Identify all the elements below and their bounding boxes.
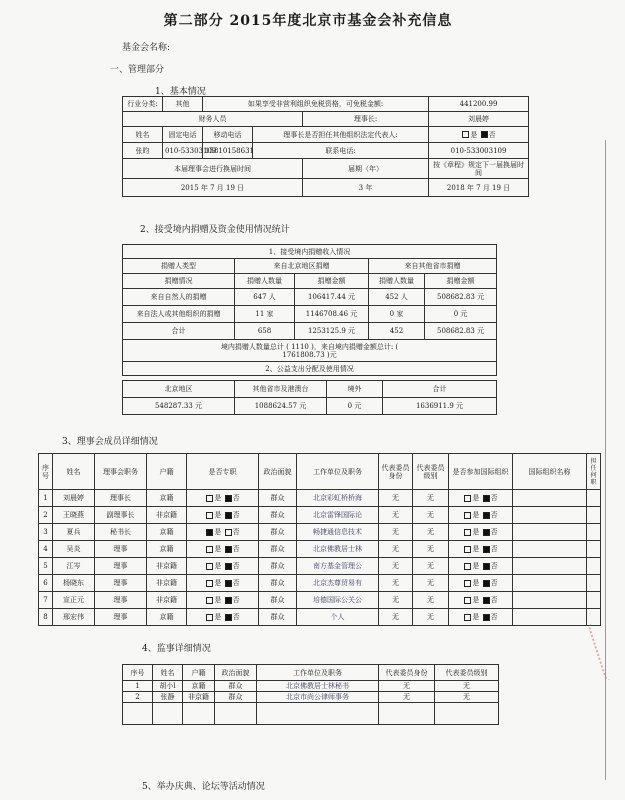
cell-fulltime xyxy=(187,575,259,592)
finance-phone: 010-53303109 xyxy=(163,143,203,159)
cell-work: 北京市尚公律师事务 xyxy=(257,692,379,703)
col-intl-name: 国际组织名称 xyxy=(513,454,587,490)
col-party: 政治面貌 xyxy=(259,454,297,490)
from-other: 来自其他省市捐赠 xyxy=(369,259,497,274)
col-no: 序号 xyxy=(123,665,153,681)
cell-intl-name xyxy=(513,524,587,541)
cell-huji: 京籍 xyxy=(147,490,187,507)
col-rep: 代表委员身份 xyxy=(379,454,413,490)
cell-intl-role xyxy=(587,490,601,507)
checkbox-no[interactable] xyxy=(483,512,490,519)
cell-no: 4 xyxy=(39,541,53,558)
checkbox-no[interactable] xyxy=(483,580,490,587)
cell-rep: 无 xyxy=(379,524,413,541)
cell-name: 张静 xyxy=(153,692,183,703)
cell-name: 江岑 xyxy=(53,558,95,575)
cell-fulltime xyxy=(187,490,259,507)
table-row xyxy=(123,692,499,703)
cell-party: 群众 xyxy=(259,507,297,524)
use-col-abroad: 境外 xyxy=(327,381,383,398)
checkbox-no[interactable] xyxy=(483,597,490,604)
cell-rep: 无 xyxy=(379,609,413,626)
yes-label: 是 xyxy=(214,511,222,519)
row-label: 来自自然人的捐赠 xyxy=(123,289,235,306)
checkbox-no[interactable] xyxy=(225,614,232,621)
cell-fulltime xyxy=(187,541,259,558)
cell-intl-name xyxy=(513,490,587,507)
cell-rep: 无 xyxy=(379,507,413,524)
table-row xyxy=(39,490,601,507)
cell-name: 胡小l xyxy=(153,681,183,692)
contact-value: 010-533003109 xyxy=(429,143,529,159)
table-row xyxy=(39,507,601,524)
count-label-2: 捐赠人数量 xyxy=(369,274,425,289)
count-label-1: 捐赠人数量 xyxy=(235,274,295,289)
cell: 11 家 xyxy=(235,306,295,323)
yes-label: 是 xyxy=(472,613,480,621)
no-label: 否 xyxy=(490,545,498,553)
cell-work: 北京佛教居士林 xyxy=(297,541,379,558)
cell-name: 夏兵 xyxy=(53,524,95,541)
cell-name: 吴炎 xyxy=(53,541,95,558)
subsection-supervisors: 4、监事详细情况 xyxy=(142,644,211,654)
subsection-donations: 2、接受境内捐赠及资金使用情况统计 xyxy=(140,225,290,235)
industry-value: 其他 xyxy=(163,97,203,112)
cell-intl xyxy=(449,592,513,609)
cell-intl xyxy=(449,541,513,558)
checkbox-yes[interactable] xyxy=(464,580,471,587)
no-label: 否 xyxy=(490,494,498,502)
cell-intl-role xyxy=(587,541,601,558)
cell-party: 群众 xyxy=(259,575,297,592)
cell-rep: 无 xyxy=(379,681,435,692)
cell-no: 7 xyxy=(39,592,53,609)
checkbox-no[interactable] xyxy=(225,597,232,604)
cell-work: 北京雷锋国际论 xyxy=(297,507,379,524)
cell-intl-name xyxy=(513,592,587,609)
checkbox-no[interactable] xyxy=(225,512,232,519)
checkbox-yes[interactable] xyxy=(206,529,213,536)
cell-party: 群众 xyxy=(259,558,297,575)
cell-intl xyxy=(449,575,513,592)
no-label: 否 xyxy=(490,528,498,536)
subsection-basic: 1、基本情况 xyxy=(155,87,206,97)
basic-info-table xyxy=(122,96,529,197)
checkbox-yes[interactable] xyxy=(464,529,471,536)
yes-label: 是 xyxy=(472,528,480,536)
cell-work: 培德国际公关公 xyxy=(297,592,379,609)
cell-party: 群众 xyxy=(215,692,257,703)
row-label: 来自法人或其他组织的捐赠 xyxy=(123,306,235,323)
cell-huji: 京籍 xyxy=(147,609,187,626)
donation-row xyxy=(123,289,497,306)
cell-intl xyxy=(449,524,513,541)
page-title: 第二部分 2015年度北京市基金会补充信息 xyxy=(163,13,453,29)
cell: 1146708.46 元 xyxy=(295,306,369,323)
cell-no: 1 xyxy=(39,490,53,507)
yes-label: 是 xyxy=(214,579,222,587)
section-management: 一、管理部分 xyxy=(110,65,165,75)
cell-party: 群众 xyxy=(215,681,257,692)
no-label: 否 xyxy=(490,613,498,621)
yes-label: 是 xyxy=(472,562,480,570)
table-row xyxy=(39,592,601,609)
cell-role: 秘书长 xyxy=(95,524,147,541)
cell-huji: 非京籍 xyxy=(147,558,187,575)
cell-role: 理事 xyxy=(95,609,147,626)
checkbox-no[interactable] xyxy=(483,614,490,621)
checkbox-yes[interactable] xyxy=(206,495,213,502)
cell-rep: 无 xyxy=(379,541,413,558)
yes-label: 是 xyxy=(214,613,222,621)
no-label: 否 xyxy=(232,579,240,587)
donation-total-line xyxy=(123,340,497,362)
red-stamp-mark xyxy=(587,618,625,681)
cell: 508682.83 元 xyxy=(425,289,497,306)
cell-level: 无 xyxy=(413,541,449,558)
checkbox-yes[interactable] xyxy=(462,131,469,138)
cell-name: 邢宏伟 xyxy=(53,609,95,626)
next-term-label: 按《章程》规定下一届换届时间 xyxy=(429,159,529,179)
term-date: 2015 年 7 月 19 日 xyxy=(123,179,303,197)
col-level: 代表委员级别 xyxy=(413,454,449,490)
use-col-total: 合计 xyxy=(383,381,497,398)
col-name: 姓名 xyxy=(53,454,95,490)
cell-fulltime xyxy=(187,592,259,609)
table-row xyxy=(39,541,601,558)
cell: 1253125.9 元 xyxy=(295,323,369,340)
no-label: 否 xyxy=(490,579,498,587)
use-val-abroad: 0 元 xyxy=(327,398,383,415)
cell: 106417.44 元 xyxy=(295,289,369,306)
col-intl-role: 担任何职 xyxy=(587,454,601,490)
tax-value: 441200.99 xyxy=(429,97,529,112)
cell-name: 杨晓东 xyxy=(53,575,95,592)
cell-intl xyxy=(449,507,513,524)
yes-label: 是 xyxy=(214,545,222,553)
board-header xyxy=(39,454,601,490)
cell-work: 北京彩虹桥桥海 xyxy=(297,490,379,507)
table-row xyxy=(39,575,601,592)
cell-name: 王晓燕 xyxy=(53,507,95,524)
col-role: 理事会职务 xyxy=(95,454,147,490)
cell: 647 人 xyxy=(235,289,295,306)
no-label: 否 xyxy=(490,562,498,570)
cell-huji: 京籍 xyxy=(147,541,187,558)
donation-row xyxy=(123,323,497,340)
table-row xyxy=(39,558,601,575)
cell-role: 理事 xyxy=(95,592,147,609)
legal-rep-label: 理事长是否担任其他组织法定代表人: xyxy=(253,127,429,143)
phone-label: 固定电话 xyxy=(163,127,203,143)
next-term-date: 2018 年 7 月 19 日 xyxy=(429,179,529,197)
cell: 452 人 xyxy=(369,289,425,306)
cell-no: 3 xyxy=(39,524,53,541)
cell-work: 北京佛教居士林秘书 xyxy=(257,681,379,692)
chairman-value: 刘晨婷 xyxy=(429,112,529,127)
yes-label: 是 xyxy=(214,562,222,570)
subsection-board: 3、理事会成员详细情况 xyxy=(62,437,158,447)
no-label: 否 xyxy=(232,528,240,536)
cell-no: 5 xyxy=(39,558,53,575)
cell-huji: 非京籍 xyxy=(147,507,187,524)
cell-rep: 无 xyxy=(379,592,413,609)
cell-level: 无 xyxy=(435,692,499,703)
cell-level: 无 xyxy=(413,575,449,592)
cell: 452 xyxy=(369,323,425,340)
yes-label: 是 xyxy=(214,596,222,604)
cell-huji: 非京籍 xyxy=(147,575,187,592)
checkbox-no[interactable] xyxy=(483,546,490,553)
cell-huji: 京籍 xyxy=(183,681,215,692)
amount-label-2: 捐赠金额 xyxy=(425,274,497,289)
checkbox-yes[interactable] xyxy=(464,563,471,570)
use-col-beijing: 北京地区 xyxy=(123,381,235,398)
use-val-beijing: 548287.33 元 xyxy=(123,398,235,415)
cell-party: 群众 xyxy=(259,541,297,558)
cell-level: 无 xyxy=(413,558,449,575)
cell: 0 元 xyxy=(425,306,497,323)
cell-fulltime xyxy=(187,558,259,575)
checkbox-no[interactable] xyxy=(481,131,488,138)
donor-type: 捐赠人类型 xyxy=(123,259,235,274)
term-length-label: 届期（年） xyxy=(303,159,429,179)
cell-fulltime xyxy=(187,507,259,524)
cell-intl-name xyxy=(513,507,587,524)
cell: 658 xyxy=(235,323,295,340)
table-row xyxy=(39,609,601,626)
yes-label: 是 xyxy=(472,579,480,587)
cell-level: 无 xyxy=(413,592,449,609)
cell-party: 群众 xyxy=(259,490,297,507)
tax-label: 如果享受非营利组织免税资格，可免税金额: xyxy=(203,97,429,112)
cell-no: 8 xyxy=(39,609,53,626)
cell-level: 无 xyxy=(413,490,449,507)
cell-rep: 无 xyxy=(379,558,413,575)
mobile-label: 移动电话 xyxy=(203,127,253,143)
donation-row xyxy=(123,306,497,323)
donation-status: 捐赠情况 xyxy=(123,274,235,289)
row-label: 合计 xyxy=(123,323,235,340)
cell-work: 南方基金管理公 xyxy=(297,558,379,575)
checkbox-yes[interactable] xyxy=(464,546,471,553)
cell-intl-role xyxy=(587,524,601,541)
checkbox-yes[interactable] xyxy=(206,614,213,621)
cell-huji: 非京籍 xyxy=(147,592,187,609)
checkbox-no[interactable] xyxy=(483,495,490,502)
checkbox-no[interactable] xyxy=(483,563,490,570)
checkbox-no[interactable] xyxy=(225,563,232,570)
checkbox-yes[interactable] xyxy=(464,495,471,502)
yes-label: 是 xyxy=(214,494,222,502)
cell-intl-name xyxy=(513,541,587,558)
page-edge-line xyxy=(605,140,606,780)
cell-rep: 无 xyxy=(379,490,413,507)
yes-label: 是 xyxy=(472,511,480,519)
board-table xyxy=(38,453,601,626)
cell-intl xyxy=(449,558,513,575)
cell-name: 宣正元 xyxy=(53,592,95,609)
cell-intl-role xyxy=(587,575,601,592)
no-label: 否 xyxy=(232,613,240,621)
cell-work: 个人 xyxy=(297,609,379,626)
yes-label: 是 xyxy=(214,528,222,536)
cell-intl xyxy=(449,609,513,626)
use-head: 2、公益支出分配及使用情况 xyxy=(123,362,497,376)
checkbox-no[interactable] xyxy=(225,495,232,502)
cell-no: 2 xyxy=(39,507,53,524)
checkbox-yes[interactable] xyxy=(206,580,213,587)
cell-intl xyxy=(449,490,513,507)
col-fulltime: 是否专职 xyxy=(187,454,259,490)
col-work: 工作单位及职务 xyxy=(257,665,379,681)
cell-intl-role xyxy=(587,592,601,609)
yes-label: 是 xyxy=(472,596,480,604)
cell: 508682.83 元 xyxy=(425,323,497,340)
total-line-b: 1761808.73 )元 xyxy=(282,350,337,359)
subsection-events: 5、举办庆典、论坛等活动情况 xyxy=(142,782,265,792)
col-work: 工作单位及职务 xyxy=(297,454,379,490)
use-table xyxy=(122,380,497,415)
no-label: 否 xyxy=(490,511,498,519)
cell-huji: 京籍 xyxy=(147,524,187,541)
cell-intl-name xyxy=(513,609,587,626)
chairman-label: 理事长: xyxy=(303,112,429,127)
cell: 0 家 xyxy=(369,306,425,323)
checkbox-yes[interactable] xyxy=(464,614,471,621)
no-label: 否 xyxy=(232,511,240,519)
no-label: 否 xyxy=(490,596,498,604)
col-party: 政治面貌 xyxy=(215,665,257,681)
cell-no: 6 xyxy=(39,575,53,592)
use-val-total: 1636911.9 元 xyxy=(383,398,497,415)
checkbox-yes[interactable] xyxy=(464,597,471,604)
checkbox-no[interactable] xyxy=(225,546,232,553)
legal-rep-checkboxes: 是 否 xyxy=(429,127,529,143)
industry-label: 行业分类: xyxy=(123,97,163,112)
no-label: 否 xyxy=(232,596,240,604)
cell-intl-name xyxy=(513,558,587,575)
amount-label-1: 捐赠金额 xyxy=(295,274,369,289)
finance-name: 张昀 xyxy=(123,143,163,159)
use-val-other: 1088624.57 元 xyxy=(235,398,327,415)
cell-level: 无 xyxy=(413,524,449,541)
cell-name: 刘晨婷 xyxy=(53,490,95,507)
cell-rep: 无 xyxy=(379,692,435,703)
checkbox-yes[interactable] xyxy=(206,546,213,553)
cell-work: 畅捷通信息技术 xyxy=(297,524,379,541)
cell-work: 北京杰尊贸易有 xyxy=(297,575,379,592)
supervisor-header xyxy=(123,665,499,681)
yes-label: 是 xyxy=(472,494,480,502)
col-huji: 户籍 xyxy=(147,454,187,490)
term-years: 3 年 xyxy=(303,179,429,197)
yes-label: 是 xyxy=(472,545,480,553)
total-line-a: 境内捐赠人数量总计 ( 1110 )，来自境内捐赠金额总计: ( xyxy=(220,342,399,351)
cell-role: 理事 xyxy=(95,575,147,592)
supervisor-table xyxy=(122,664,499,725)
checkbox-yes[interactable] xyxy=(206,512,213,519)
no-label: 否 xyxy=(232,562,240,570)
col-rep: 代表委员身份 xyxy=(379,665,435,681)
cell-role: 理事长 xyxy=(95,490,147,507)
foundation-name-label: 基金会名称: xyxy=(122,43,171,53)
finance-staff-header: 财务人员 xyxy=(123,112,303,127)
cell-fulltime xyxy=(187,524,259,541)
checkbox-no[interactable] xyxy=(225,529,232,536)
table-row xyxy=(39,524,601,541)
cell-intl-role xyxy=(587,558,601,575)
cell-role: 副理事长 xyxy=(95,507,147,524)
col-name: 姓名 xyxy=(153,665,183,681)
col-intl: 是否参加国际组织 xyxy=(449,454,513,490)
no-label: 否 xyxy=(232,545,240,553)
cell-no: 2 xyxy=(123,692,153,703)
use-col-other: 其他省市及港澳台 xyxy=(235,381,327,398)
checkbox-yes[interactable] xyxy=(206,563,213,570)
donation-table xyxy=(122,244,497,376)
cell-huji: 非京籍 xyxy=(183,692,215,703)
cell-party: 群众 xyxy=(259,592,297,609)
table-row xyxy=(123,681,499,692)
checkbox-yes[interactable] xyxy=(464,512,471,519)
checkbox-no[interactable] xyxy=(483,529,490,536)
checkbox-yes[interactable] xyxy=(206,597,213,604)
term-label: 本届理事会进行换届时间 xyxy=(123,159,303,179)
checkbox-no[interactable] xyxy=(225,580,232,587)
cell-level: 无 xyxy=(413,609,449,626)
col-level: 代表委员级别 xyxy=(435,665,499,681)
cell-party: 群众 xyxy=(259,524,297,541)
cell-role: 理事 xyxy=(95,558,147,575)
cell-level: 无 xyxy=(435,681,499,692)
finance-mobile: 15810158631 xyxy=(203,143,253,159)
cell-intl-name xyxy=(513,575,587,592)
from-beijing: 来自北京地区捐赠 xyxy=(235,259,369,274)
donation-head: 1、接受境内捐赠收入情况 xyxy=(123,245,497,259)
cell-rep: 无 xyxy=(379,575,413,592)
contact-label: 联系电话: xyxy=(253,143,429,159)
cell-party: 群众 xyxy=(259,609,297,626)
no-label: 否 xyxy=(232,494,240,502)
cell-intl-role xyxy=(587,507,601,524)
cell-no: 1 xyxy=(123,681,153,692)
cell-role: 理事 xyxy=(95,541,147,558)
cell-fulltime xyxy=(187,609,259,626)
name-label: 姓名 xyxy=(123,127,163,143)
col-huji: 户籍 xyxy=(183,665,215,681)
col-no: 序号 xyxy=(39,454,53,490)
cell-level: 无 xyxy=(413,507,449,524)
